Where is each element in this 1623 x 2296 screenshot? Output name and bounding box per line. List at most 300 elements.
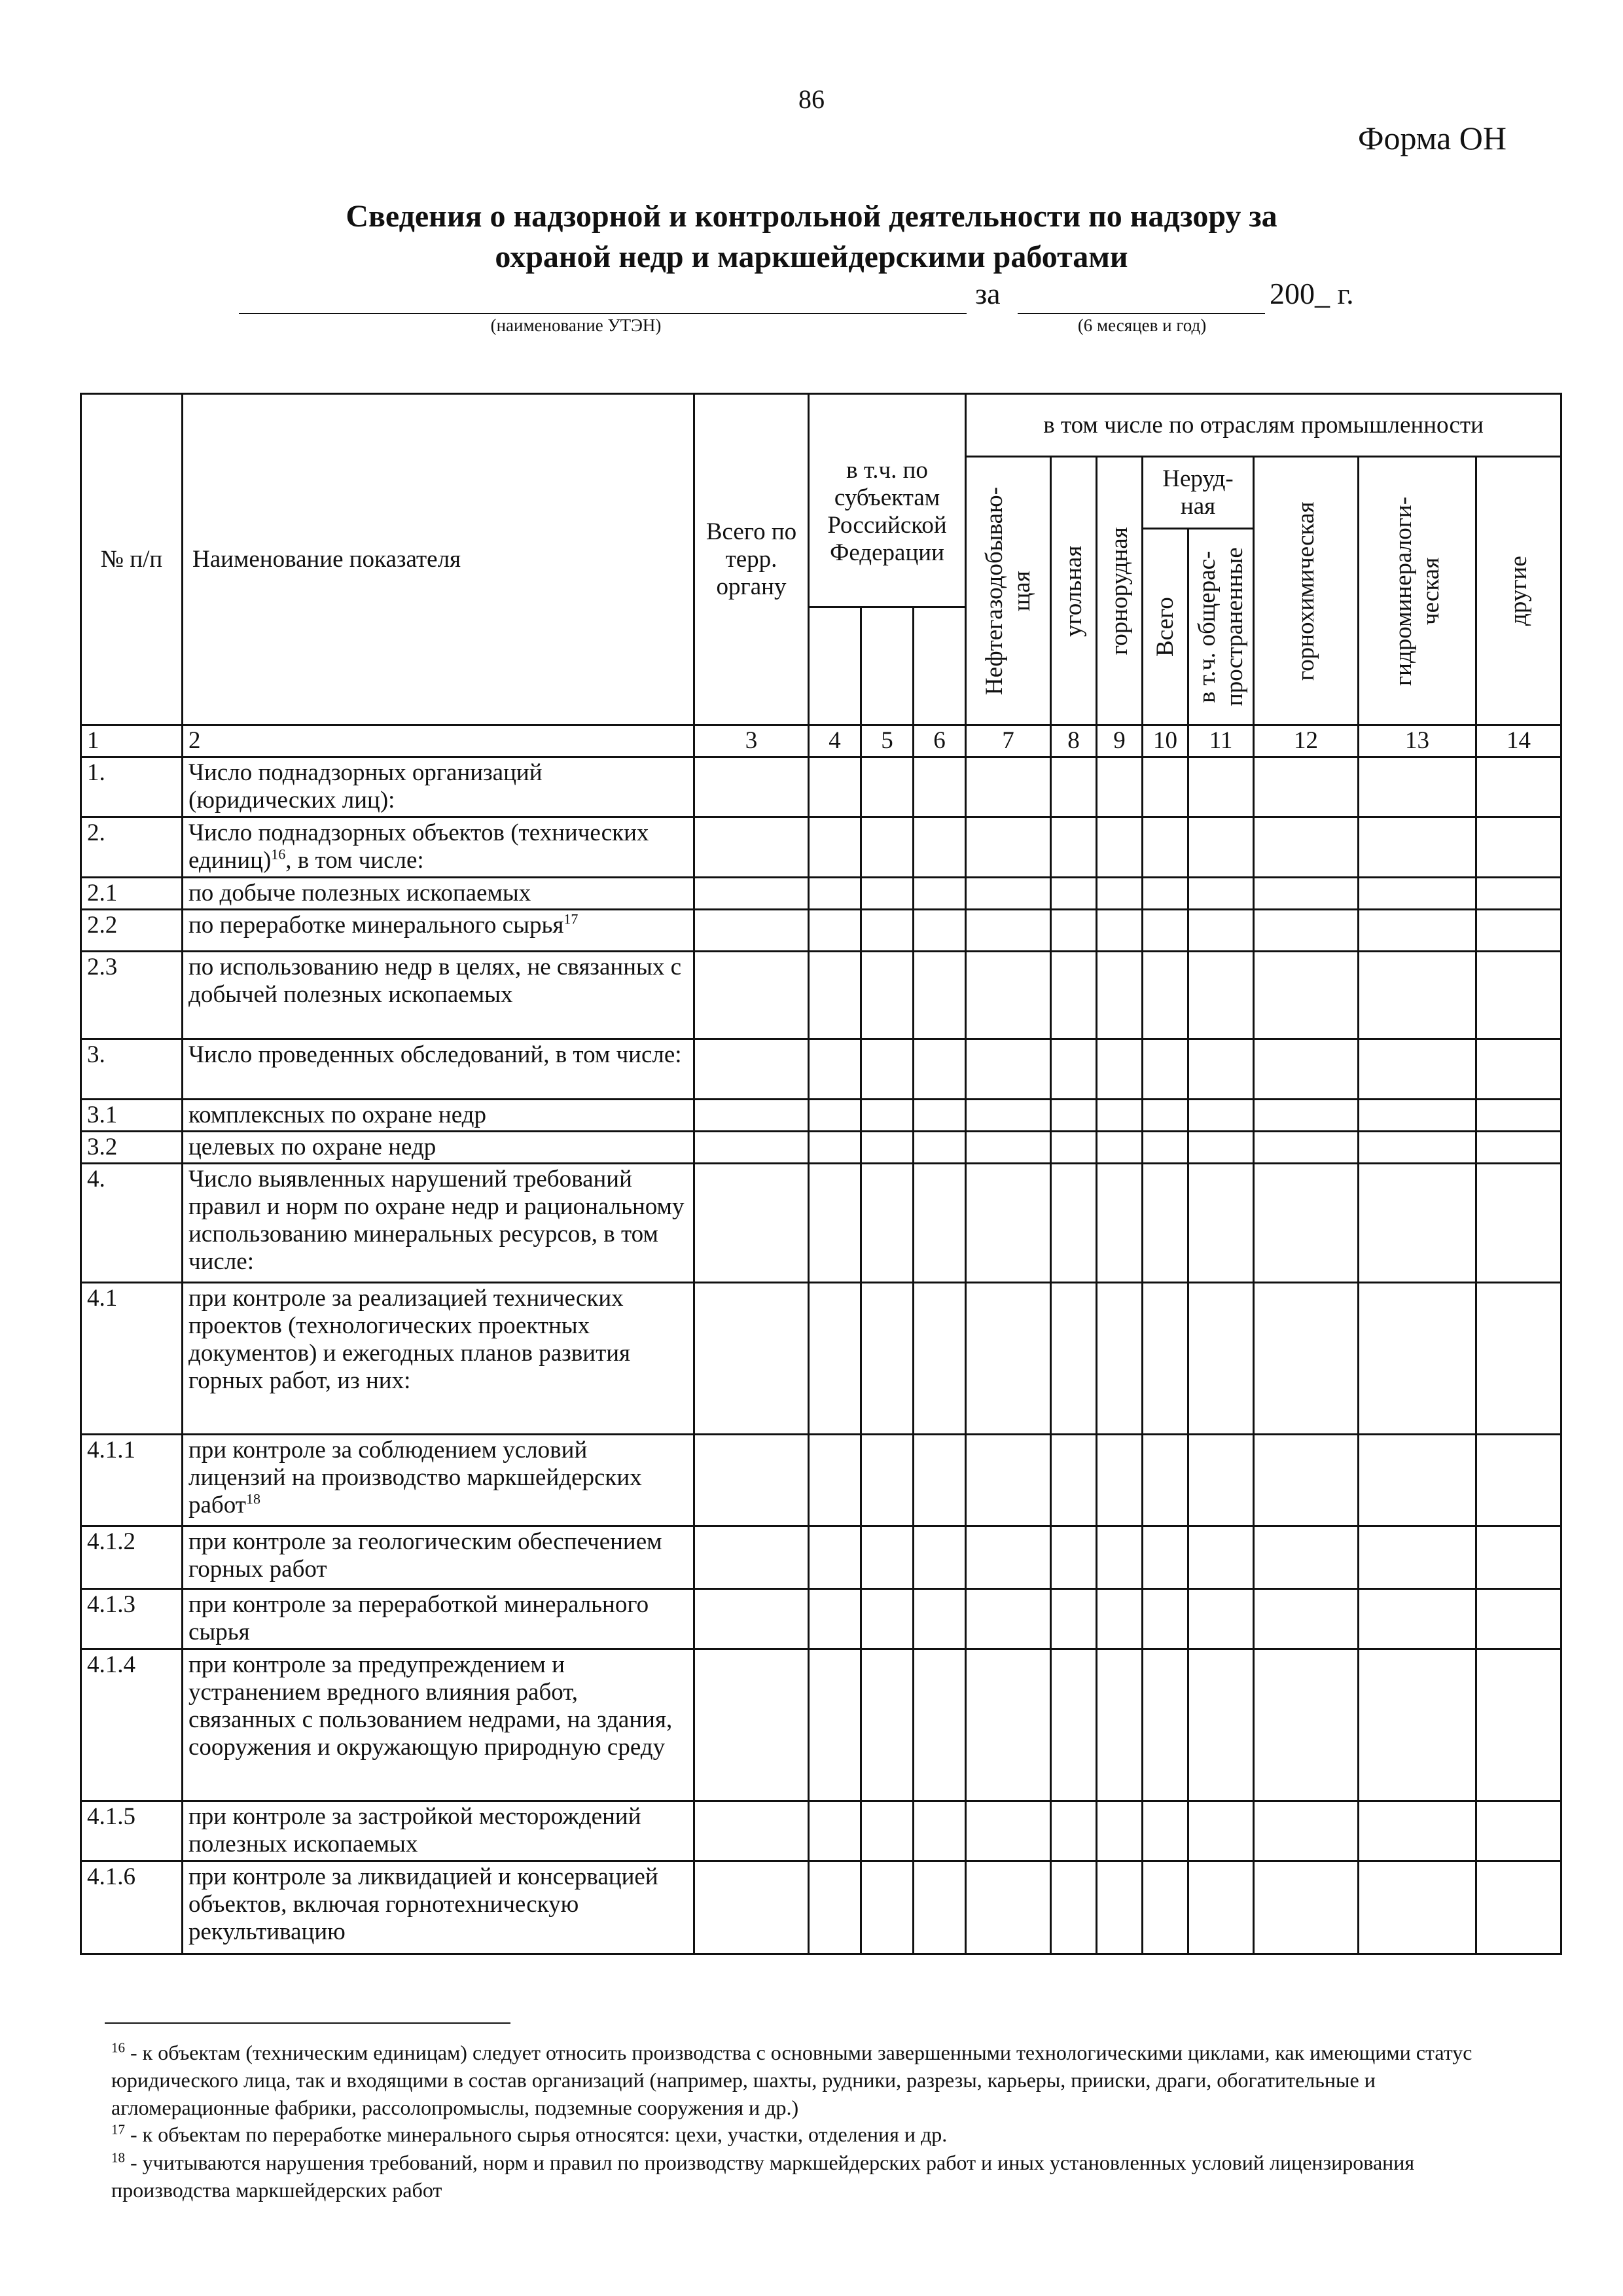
- row-indicator-text: Число поднадзорных объектов (технических единиц): [188, 819, 649, 874]
- header-subject-col-4: [809, 607, 861, 725]
- value-cell[interactable]: [914, 952, 966, 1039]
- value-cell[interactable]: [809, 878, 861, 910]
- row-indicator-name: [183, 1861, 694, 1954]
- table-row: [81, 1283, 1561, 1435]
- header-number: № п/п: [81, 394, 183, 725]
- value-cell[interactable]: [1051, 1649, 1097, 1801]
- value-cell[interactable]: [861, 910, 914, 952]
- header-subject-col-6: [914, 607, 966, 725]
- value-cell[interactable]: [966, 952, 1051, 1039]
- value-cell[interactable]: [1359, 1801, 1476, 1861]
- row-indicator-text: по добыче полезных ископаемых: [188, 880, 531, 906]
- row-indicator-name: [183, 878, 694, 910]
- value-cell[interactable]: [914, 1589, 966, 1649]
- value-cell[interactable]: [1097, 1589, 1143, 1649]
- period-line: [1018, 313, 1265, 314]
- form-label: Форма ОН: [1358, 120, 1507, 156]
- value-cell[interactable]: [694, 1649, 809, 1801]
- header-nonmetal-total: Всего: [1143, 529, 1188, 725]
- value-cell[interactable]: [694, 1132, 809, 1164]
- column-number: 6: [914, 725, 966, 757]
- value-cell[interactable]: [1188, 1132, 1254, 1164]
- value-cell[interactable]: [1143, 757, 1188, 817]
- value-cell[interactable]: [1254, 1039, 1359, 1100]
- row-indicator-text: Число проведенных обследований, в том числе:: [188, 1041, 682, 1068]
- value-cell[interactable]: [966, 1132, 1051, 1164]
- value-cell[interactable]: [914, 1164, 966, 1283]
- row-indicator-tail: , в том числе:: [285, 847, 424, 874]
- value-cell[interactable]: [861, 1435, 914, 1526]
- value-cell[interactable]: [809, 757, 861, 817]
- value-cell[interactable]: [1097, 1100, 1143, 1132]
- header-industries: в том числе по отраслям промышленности: [966, 394, 1561, 457]
- value-cell[interactable]: [1188, 1649, 1254, 1801]
- value-cell[interactable]: [694, 1526, 809, 1589]
- value-cell[interactable]: [1476, 1649, 1561, 1801]
- value-cell[interactable]: [1359, 1589, 1476, 1649]
- row-number: 2.1: [81, 878, 183, 910]
- footnote-reference: 16: [271, 846, 286, 863]
- value-cell[interactable]: [1254, 1649, 1359, 1801]
- row-indicator-text: комплексных по охране недр: [188, 1102, 486, 1128]
- value-cell[interactable]: [1476, 1100, 1561, 1132]
- value-cell[interactable]: [1051, 952, 1097, 1039]
- column-number: 4: [809, 725, 861, 757]
- value-cell[interactable]: [914, 1132, 966, 1164]
- value-cell[interactable]: [694, 1589, 809, 1649]
- value-cell[interactable]: [1143, 952, 1188, 1039]
- row-indicator-name: [183, 817, 694, 878]
- row-number: 1.: [81, 757, 183, 817]
- value-cell[interactable]: [1051, 757, 1097, 817]
- value-cell[interactable]: [861, 1649, 914, 1801]
- row-indicator-name: [183, 1132, 694, 1164]
- value-cell[interactable]: [1051, 1801, 1097, 1861]
- table-row: [81, 817, 1561, 878]
- value-cell[interactable]: [1359, 878, 1476, 910]
- row-indicator-name: [183, 757, 694, 817]
- value-cell[interactable]: [1476, 757, 1561, 817]
- value-cell[interactable]: [1143, 1132, 1188, 1164]
- value-cell[interactable]: [1097, 757, 1143, 817]
- table-row: [81, 1861, 1561, 1954]
- value-cell[interactable]: [914, 1435, 966, 1526]
- value-cell[interactable]: [1188, 1526, 1254, 1589]
- page-number: 86: [798, 84, 825, 114]
- column-number: 5: [861, 725, 914, 757]
- value-cell[interactable]: [861, 1164, 914, 1283]
- row-indicator-text: при контроле за предупреждением и устранением вредного влияния работ, связанных с пользованием недрами, на здания, сооружения и окружающую природную среду: [188, 1651, 673, 1761]
- value-cell[interactable]: [1097, 817, 1143, 878]
- footnote-17-mark: 17: [111, 2121, 125, 2138]
- value-cell[interactable]: [1143, 1039, 1188, 1100]
- value-cell[interactable]: [861, 817, 914, 878]
- column-number: 2: [183, 725, 694, 757]
- value-cell[interactable]: [809, 952, 861, 1039]
- value-cell[interactable]: [809, 1589, 861, 1649]
- value-cell[interactable]: [1359, 1100, 1476, 1132]
- value-cell[interactable]: [1143, 1589, 1188, 1649]
- value-cell[interactable]: [1254, 1132, 1359, 1164]
- row-indicator-name: [183, 1649, 694, 1801]
- value-cell[interactable]: [1097, 878, 1143, 910]
- value-cell[interactable]: [1051, 1526, 1097, 1589]
- value-cell[interactable]: [694, 910, 809, 952]
- value-cell[interactable]: [1051, 1589, 1097, 1649]
- table-row: [81, 1526, 1561, 1589]
- value-cell[interactable]: [1143, 878, 1188, 910]
- value-cell[interactable]: [1254, 1861, 1359, 1954]
- value-cell[interactable]: [1097, 952, 1143, 1039]
- value-cell[interactable]: [1359, 1861, 1476, 1954]
- value-cell[interactable]: [1051, 1861, 1097, 1954]
- value-cell[interactable]: [1254, 1589, 1359, 1649]
- table-row: [81, 1589, 1561, 1649]
- row-indicator-text: при контроле за переработкой минерального сырья: [188, 1591, 649, 1645]
- row-indicator-name: [183, 1283, 694, 1435]
- value-cell[interactable]: [1051, 817, 1097, 878]
- table-row: [81, 1100, 1561, 1132]
- value-cell[interactable]: [1051, 1435, 1097, 1526]
- footnote-divider: [105, 2022, 510, 2024]
- value-cell[interactable]: [861, 757, 914, 817]
- value-cell[interactable]: [1143, 1861, 1188, 1954]
- value-cell[interactable]: [914, 1649, 966, 1801]
- value-cell[interactable]: [1097, 1649, 1143, 1801]
- footnote-18-mark: 18: [111, 2149, 125, 2166]
- header-common: в т.ч. общерас-пространенные: [1188, 529, 1254, 725]
- value-cell[interactable]: [1254, 910, 1359, 952]
- row-number: 4.1: [81, 1283, 183, 1435]
- value-cell[interactable]: [966, 757, 1051, 817]
- header-subjects: в т.ч. по субъектам Российской Федерации: [809, 394, 966, 607]
- za-label: за: [975, 277, 1001, 310]
- footnote-16-text: - к объектам (техническим единицам) следует относить производства с основными завершенными технологическими циклами, как имеющими статус юридического лица, так и входящими в состав организаций (например, шахты, рудники, разрезы, карьеры, прииски, драги, обогатительные и агломерационные фабрики, рассолопромыслы, подземные сооружения и др.): [111, 2041, 1472, 2119]
- value-cell[interactable]: [1097, 1132, 1143, 1164]
- value-cell[interactable]: [914, 1039, 966, 1100]
- value-cell[interactable]: [1359, 817, 1476, 878]
- header-subject-col-5: [861, 607, 914, 725]
- value-cell[interactable]: [1051, 878, 1097, 910]
- value-cell[interactable]: [1097, 1861, 1143, 1954]
- row-number: 4.1.5: [81, 1801, 183, 1861]
- row-indicator-name: [183, 1100, 694, 1132]
- value-cell[interactable]: [1188, 1100, 1254, 1132]
- value-cell[interactable]: [809, 1164, 861, 1283]
- value-cell[interactable]: [1188, 1039, 1254, 1100]
- value-cell[interactable]: [1188, 1435, 1254, 1526]
- value-cell[interactable]: [809, 1861, 861, 1954]
- value-cell[interactable]: [914, 1283, 966, 1435]
- value-cell[interactable]: [966, 878, 1051, 910]
- value-cell[interactable]: [809, 1283, 861, 1435]
- value-cell[interactable]: [1143, 817, 1188, 878]
- value-cell[interactable]: [1476, 1589, 1561, 1649]
- value-cell[interactable]: [1097, 1039, 1143, 1100]
- value-cell[interactable]: [1476, 878, 1561, 910]
- row-indicator-text: по использованию недр в целях, не связанных с добычей полезных ископаемых: [188, 954, 682, 1008]
- value-cell[interactable]: [1143, 1100, 1188, 1132]
- header-oil-gas: Нефтегазодобываю-щая: [966, 457, 1051, 725]
- footnote-17: [111, 2121, 1518, 2148]
- table-row: [81, 1164, 1561, 1283]
- value-cell[interactable]: [694, 817, 809, 878]
- table-row: [81, 952, 1561, 1039]
- column-number: 12: [1254, 725, 1359, 757]
- footnote-18-text: - учитываются нарушения требований, норм и правил по производству маркшейдерских работ и иных установленных условий лицензирования производства маркшейдерских работ: [111, 2151, 1415, 2202]
- row-number: 2.3: [81, 952, 183, 1039]
- value-cell[interactable]: [1051, 1283, 1097, 1435]
- value-cell[interactable]: [966, 1589, 1051, 1649]
- value-cell[interactable]: [914, 1526, 966, 1589]
- value-cell[interactable]: [966, 1649, 1051, 1801]
- value-cell[interactable]: [1188, 1164, 1254, 1283]
- value-cell[interactable]: [1359, 1435, 1476, 1526]
- value-cell[interactable]: [1254, 1435, 1359, 1526]
- value-cell[interactable]: [694, 1801, 809, 1861]
- row-number: 2.2: [81, 910, 183, 952]
- organization-name-line: [239, 313, 967, 314]
- value-cell[interactable]: [809, 1649, 861, 1801]
- value-cell[interactable]: [1143, 1435, 1188, 1526]
- row-indicator-text: при контроле за застройкой месторождений полезных ископаемых: [188, 1803, 641, 1857]
- value-cell[interactable]: [1359, 952, 1476, 1039]
- value-cell[interactable]: [1051, 1039, 1097, 1100]
- value-cell[interactable]: [1476, 1283, 1561, 1435]
- row-indicator-text: при контроле за соблюдением условий лицензий на производство маркшейдерских работ: [188, 1437, 642, 1518]
- value-cell[interactable]: [1254, 1100, 1359, 1132]
- value-cell[interactable]: [861, 1589, 914, 1649]
- value-cell[interactable]: [966, 1435, 1051, 1526]
- value-cell[interactable]: [1359, 1164, 1476, 1283]
- table-body: [81, 757, 1561, 1954]
- footnote-18: [111, 2149, 1518, 2204]
- value-cell[interactable]: [1359, 1526, 1476, 1589]
- value-cell[interactable]: [1097, 1164, 1143, 1283]
- table-row: [81, 1649, 1561, 1801]
- value-cell[interactable]: [966, 1283, 1051, 1435]
- row-number: 3.: [81, 1039, 183, 1100]
- column-number: 8: [1051, 725, 1097, 757]
- value-cell[interactable]: [694, 1861, 809, 1954]
- value-cell[interactable]: [914, 1100, 966, 1132]
- row-indicator-name: [183, 1589, 694, 1649]
- column-number: 13: [1359, 725, 1476, 757]
- footnote-17-text: - к объектам по переработке минерального сырья относятся: цехи, участки, отделения и др.: [125, 2123, 948, 2146]
- row-number: 4.1.3: [81, 1589, 183, 1649]
- year-label: 200_ г.: [1270, 277, 1354, 310]
- value-cell[interactable]: [861, 1801, 914, 1861]
- value-cell[interactable]: [861, 878, 914, 910]
- value-cell[interactable]: [914, 878, 966, 910]
- row-indicator-text: при контроле за ликвидацией и консервацией объектов, включая горнотехническую рекультивацию: [188, 1863, 658, 1945]
- header-other: другие: [1476, 457, 1561, 725]
- table-row: [81, 1801, 1561, 1861]
- column-number: 11: [1188, 725, 1254, 757]
- value-cell[interactable]: [809, 1100, 861, 1132]
- value-cell[interactable]: [1188, 878, 1254, 910]
- value-cell[interactable]: [809, 1435, 861, 1526]
- value-cell[interactable]: [1476, 1132, 1561, 1164]
- footnote-16-mark: 16: [111, 2039, 125, 2056]
- table-row: [81, 1435, 1561, 1526]
- row-indicator-name: [183, 1039, 694, 1100]
- header-nonmetal: Неруд-ная: [1143, 457, 1254, 529]
- value-cell[interactable]: [1476, 1435, 1561, 1526]
- header-mining-chemical: горнохимическая: [1254, 457, 1359, 725]
- value-cell[interactable]: [1097, 910, 1143, 952]
- value-cell[interactable]: [861, 1132, 914, 1164]
- value-cell[interactable]: [1476, 910, 1561, 952]
- value-cell[interactable]: [861, 952, 914, 1039]
- value-cell[interactable]: [1359, 1132, 1476, 1164]
- value-cell[interactable]: [809, 1801, 861, 1861]
- value-cell[interactable]: [809, 1132, 861, 1164]
- value-cell[interactable]: [914, 1861, 966, 1954]
- table-row: [81, 1039, 1561, 1100]
- value-cell[interactable]: [1476, 1039, 1561, 1100]
- value-cell[interactable]: [1476, 1526, 1561, 1589]
- value-cell[interactable]: [861, 1100, 914, 1132]
- column-number: 14: [1476, 725, 1561, 757]
- value-cell[interactable]: [1097, 1435, 1143, 1526]
- value-cell[interactable]: [1143, 1526, 1188, 1589]
- value-cell[interactable]: [1051, 1132, 1097, 1164]
- value-cell[interactable]: [1188, 1801, 1254, 1861]
- row-indicator-text: Число выявленных нарушений требований правил и норм по охране недр и рациональному использованию минеральных ресурсов, в том числе:: [188, 1166, 685, 1275]
- value-cell[interactable]: [966, 1164, 1051, 1283]
- value-cell[interactable]: [1188, 952, 1254, 1039]
- row-indicator-text: по переработке минерального сырья: [188, 912, 564, 939]
- value-cell[interactable]: [1097, 1283, 1143, 1435]
- table-row: [81, 878, 1561, 910]
- row-indicator-name: [183, 1801, 694, 1861]
- value-cell[interactable]: [914, 817, 966, 878]
- value-cell[interactable]: [1359, 1039, 1476, 1100]
- value-cell[interactable]: [1254, 1801, 1359, 1861]
- value-cell[interactable]: [1051, 1164, 1097, 1283]
- row-indicator-name: [183, 1164, 694, 1283]
- value-cell[interactable]: [966, 1526, 1051, 1589]
- title-line-2: охраной недр и маркшейдерскими работами: [495, 240, 1128, 274]
- report-table: [80, 393, 1562, 1955]
- value-cell[interactable]: [966, 1801, 1051, 1861]
- value-cell[interactable]: [1359, 757, 1476, 817]
- row-indicator-text: при контроле за реализацией технических проектов (технологических проектных документов) и ежегодных планов развития горных работ, из них:: [188, 1285, 631, 1394]
- value-cell[interactable]: [1359, 1649, 1476, 1801]
- value-cell[interactable]: [1143, 1164, 1188, 1283]
- value-cell[interactable]: [1051, 1100, 1097, 1132]
- row-indicator-name: [183, 1526, 694, 1589]
- column-number: 10: [1143, 725, 1188, 757]
- value-cell[interactable]: [694, 1283, 809, 1435]
- value-cell[interactable]: [1476, 952, 1561, 1039]
- value-cell[interactable]: [1143, 1283, 1188, 1435]
- value-cell[interactable]: [694, 878, 809, 910]
- value-cell[interactable]: [1254, 952, 1359, 1039]
- value-cell[interactable]: [861, 1526, 914, 1589]
- value-cell[interactable]: [1188, 1283, 1254, 1435]
- value-cell[interactable]: [861, 1283, 914, 1435]
- value-cell[interactable]: [1476, 817, 1561, 878]
- value-cell[interactable]: [809, 1039, 861, 1100]
- row-indicator-text: целевых по охране недр: [188, 1134, 437, 1160]
- value-cell[interactable]: [809, 910, 861, 952]
- value-cell[interactable]: [1051, 910, 1097, 952]
- row-number: 3.2: [81, 1132, 183, 1164]
- header-hydromineral: гидроминералоги-ческая: [1359, 457, 1476, 725]
- value-cell[interactable]: [861, 1861, 914, 1954]
- row-indicator-name: [183, 1435, 694, 1526]
- row-indicator-name: [183, 910, 694, 952]
- table-row: [81, 1132, 1561, 1164]
- value-cell[interactable]: [1188, 910, 1254, 952]
- value-cell[interactable]: [809, 817, 861, 878]
- row-number: 4.1.2: [81, 1526, 183, 1589]
- value-cell[interactable]: [966, 1039, 1051, 1100]
- value-cell[interactable]: [966, 1100, 1051, 1132]
- value-cell[interactable]: [1254, 1283, 1359, 1435]
- document-title: [196, 196, 1427, 278]
- value-cell[interactable]: [694, 1039, 809, 1100]
- row-number: 3.1: [81, 1100, 183, 1132]
- value-cell[interactable]: [694, 1100, 809, 1132]
- table-row: [81, 910, 1561, 952]
- value-cell[interactable]: [1254, 817, 1359, 878]
- value-cell[interactable]: [1097, 1801, 1143, 1861]
- value-cell[interactable]: [809, 1526, 861, 1589]
- column-number: 3: [694, 725, 809, 757]
- column-number-row: [81, 725, 1561, 757]
- value-cell[interactable]: [1254, 1164, 1359, 1283]
- header-indicator-name: Наименование показателя: [183, 394, 694, 725]
- value-cell[interactable]: [1359, 910, 1476, 952]
- caption-utan: (наименование УТЭН): [490, 315, 662, 335]
- value-cell[interactable]: [1476, 1801, 1561, 1861]
- value-cell[interactable]: [1254, 878, 1359, 910]
- value-cell[interactable]: [1188, 817, 1254, 878]
- value-cell[interactable]: [694, 1164, 809, 1283]
- value-cell[interactable]: [694, 952, 809, 1039]
- value-cell[interactable]: [966, 817, 1051, 878]
- value-cell[interactable]: [1143, 1801, 1188, 1861]
- value-cell[interactable]: [1254, 1526, 1359, 1589]
- value-cell[interactable]: [1476, 1164, 1561, 1283]
- value-cell[interactable]: [1188, 1589, 1254, 1649]
- value-cell[interactable]: [914, 910, 966, 952]
- value-cell[interactable]: [861, 1039, 914, 1100]
- value-cell[interactable]: [914, 757, 966, 817]
- value-cell[interactable]: [1359, 1283, 1476, 1435]
- value-cell[interactable]: [1143, 910, 1188, 952]
- row-indicator-text: при контроле за геологическим обеспечением горных работ: [188, 1528, 662, 1583]
- footnote-16: [111, 2039, 1518, 2121]
- row-number: 4.1.6: [81, 1861, 183, 1954]
- value-cell[interactable]: [966, 1861, 1051, 1954]
- value-cell[interactable]: [1143, 1649, 1188, 1801]
- value-cell[interactable]: [966, 910, 1051, 952]
- value-cell[interactable]: [914, 1801, 966, 1861]
- value-cell[interactable]: [1188, 757, 1254, 817]
- value-cell[interactable]: [1476, 1861, 1561, 1954]
- value-cell[interactable]: [694, 1435, 809, 1526]
- value-cell[interactable]: [1254, 757, 1359, 817]
- column-number: 1: [81, 725, 183, 757]
- value-cell[interactable]: [1097, 1526, 1143, 1589]
- header-total: Всего по терр. органу: [694, 394, 809, 725]
- value-cell[interactable]: [1188, 1861, 1254, 1954]
- value-cell[interactable]: [694, 757, 809, 817]
